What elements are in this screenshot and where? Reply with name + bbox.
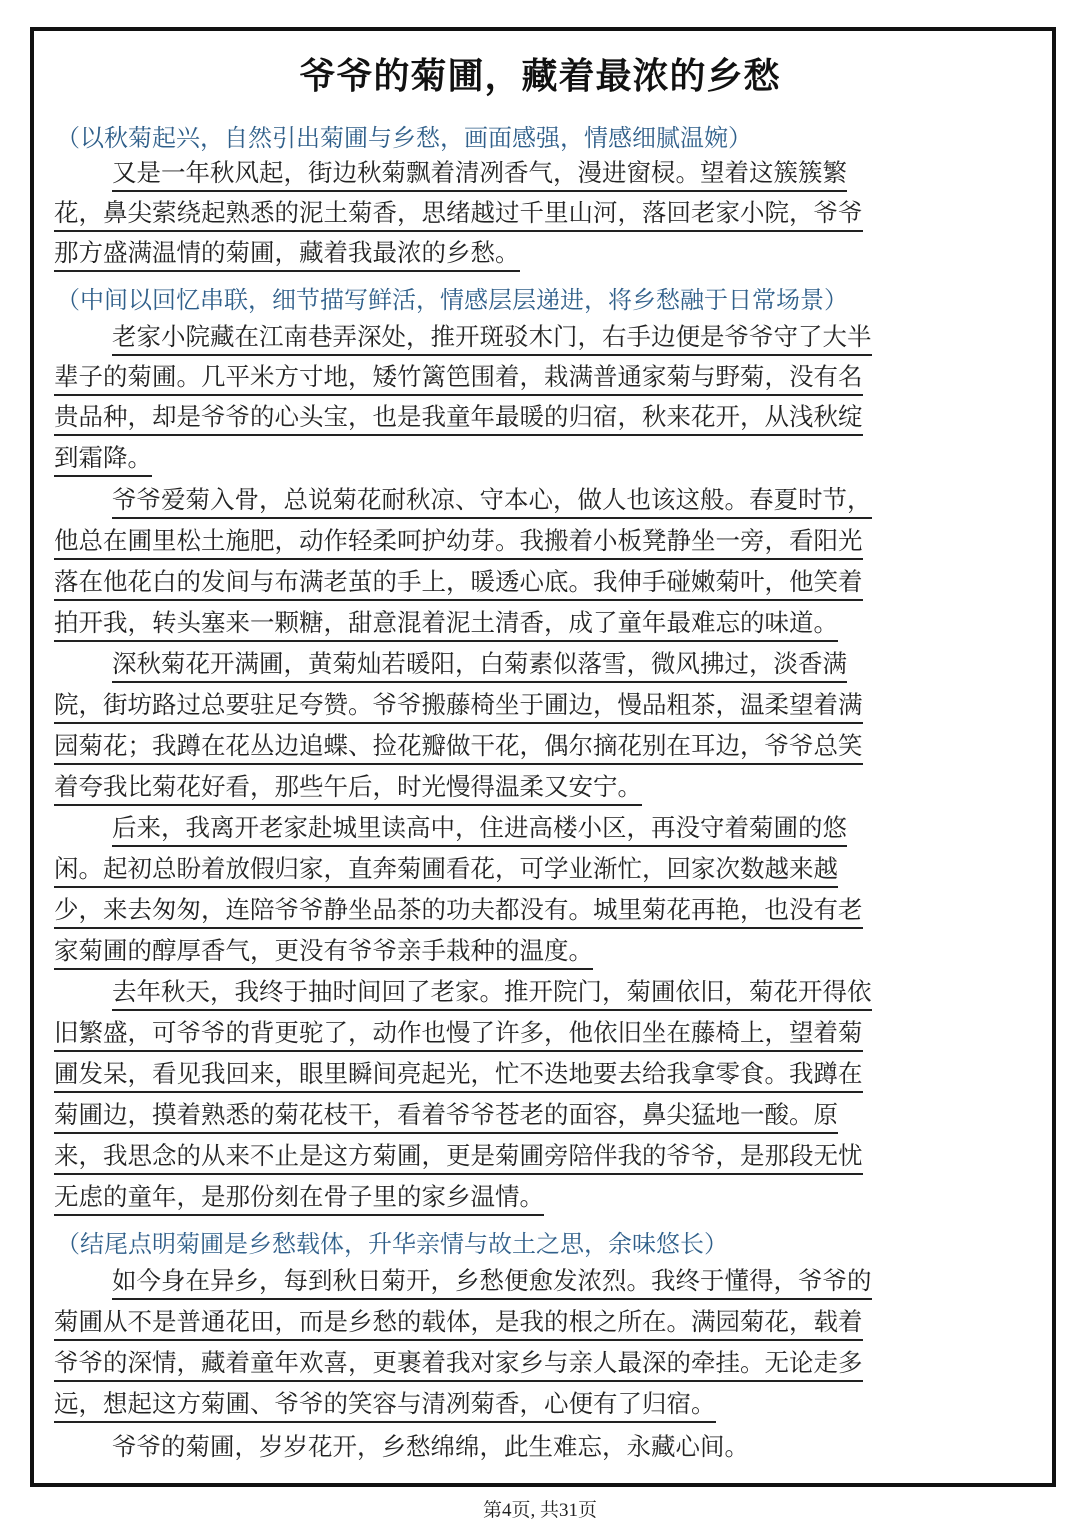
text-line: 老家小院藏在江南巷弄深处，推开斑驳木门，右手边便是爷爷守了大半 [112,322,872,356]
text-line: 着夸我比菊花好看，那些午后，时光慢得温柔又安宁。 [54,772,642,806]
text-line: 菊圃从不是普通花田，而是乡愁的载体，是我的根之所在。满园菊花，载着 [54,1307,863,1341]
text-line: 闲。起初总盼着放假归家，直奔菊圃看花，可学业渐忙，回家次数越来越 [54,854,838,888]
text-line: 他总在圃里松土施肥，动作轻柔呵护幼芽。我搬着小板凳静坐一旁，看阳光 [54,526,863,560]
page-title: 爷爷的菊圃，藏着最浓的乡愁 [299,56,781,97]
text-line: 远，想起这方菊圃、爷爷的笑容与清冽菊香，心便有了归宿。 [54,1389,716,1423]
text-line: 那方盛满温情的菊圃，藏着我最浓的乡愁。 [54,238,520,272]
text-line: 园菊花；我蹲在花丛边追蝶、捡花瓣做干花，偶尔摘花别在耳边，爷爷总笑 [54,731,863,765]
text-line: 又是一年秋风起，街边秋菊飘着清冽香气，漫进窗棂。望着这簇簇繁 [112,158,847,192]
text-line: 来，我思念的从来不止是这方菊圃，更是菊圃旁陪伴我的爷爷，是那段无忧 [54,1141,863,1175]
text-line: 到霜降。 [54,443,152,477]
text-line: 旧繁盛，可爷爷的背更驼了，动作也慢了许多，他依旧坐在藤椅上，望着菊 [54,1018,863,1052]
text-line: 院，街坊路过总要驻足夸赞。爷爷搬藤椅坐于圃边，慢品粗茶，温柔望着满 [54,690,863,724]
text-line: 去年秋天，我终于抽时间回了老家。推开院门，菊圃依旧，菊花开得依 [112,977,872,1011]
text-line: 爷爷爱菊入骨，总说菊花耐秋凉、守本心，做人也该这般。春夏时节， [112,485,872,519]
text-line: 家菊圃的醇厚香气，更没有爷爷亲手栽种的温度。 [54,936,593,970]
text-line: 落在他花白的发间与布满老茧的手上，暖透心底。我伸手碰嫩菊叶，他笑着 [54,567,863,601]
text-line: 爷爷的深情，藏着童年欢喜，更裹着我对家乡与亲人最深的牵挂。无论走多 [54,1348,863,1382]
text-line: 辈子的菊圃。几平米方寸地，矮竹篱笆围着，栽满普通家菊与野菊，没有名 [54,362,863,396]
page-number: 第4页, 共31页 [482,1500,597,1521]
annotation-note: （结尾点明菊圃是乡愁载体，升华亲情与故土之思，余味悠长） [56,1230,728,1258]
annotation-note: （以秋菊起兴，自然引出菊圃与乡愁，画面感强，情感细腻温婉） [56,124,752,152]
annotation-note: （中间以回忆串联，细节描写鲜活，情感层层递进，将乡愁融于日常场景） [56,286,848,314]
text-line: 拍开我，转头塞来一颗糖，甜意混着泥土清香，成了童年最难忘的味道。 [54,608,838,642]
text-line: 菊圃边，摸着熟悉的菊花枝干，看着爷爷苍老的面容，鼻尖猛地一酸。原 [54,1100,838,1134]
text-line: 无虑的童年，是那份刻在骨子里的家乡温情。 [54,1182,544,1216]
text-line: 如今身在异乡，每到秋日菊开，乡愁便愈发浓烈。我终于懂得，爷爷的 [112,1266,872,1300]
text-line: 贵品种，却是爷爷的心头宝，也是我童年最暖的归宿，秋来花开，从浅秋绽 [54,402,863,436]
text-line: 花，鼻尖萦绕起熟悉的泥土菊香，思绪越过千里山河，落回老家小院，爷爷 [54,198,863,232]
text-line: 圃发呆，看见我回来，眼里瞬间亮起光，忙不迭地要去给我拿零食。我蹲在 [54,1059,863,1093]
text-line: 后来，我离开老家赴城里读高中，住进高楼小区，再没守着菊圃的悠 [112,813,847,847]
text-line: 深秋菊花开满圃，黄菊灿若暖阳，白菊素似落雪，微风拂过，淡香满 [112,649,847,683]
text-line: 少，来去匆匆，连陪爷爷静坐品茶的功夫都没有。城里菊花再艳，也没有老 [54,895,863,929]
text-line: 爷爷的菊圃，岁岁花开，乡愁绵绵，此生难忘，永藏心间。 [112,1432,749,1461]
